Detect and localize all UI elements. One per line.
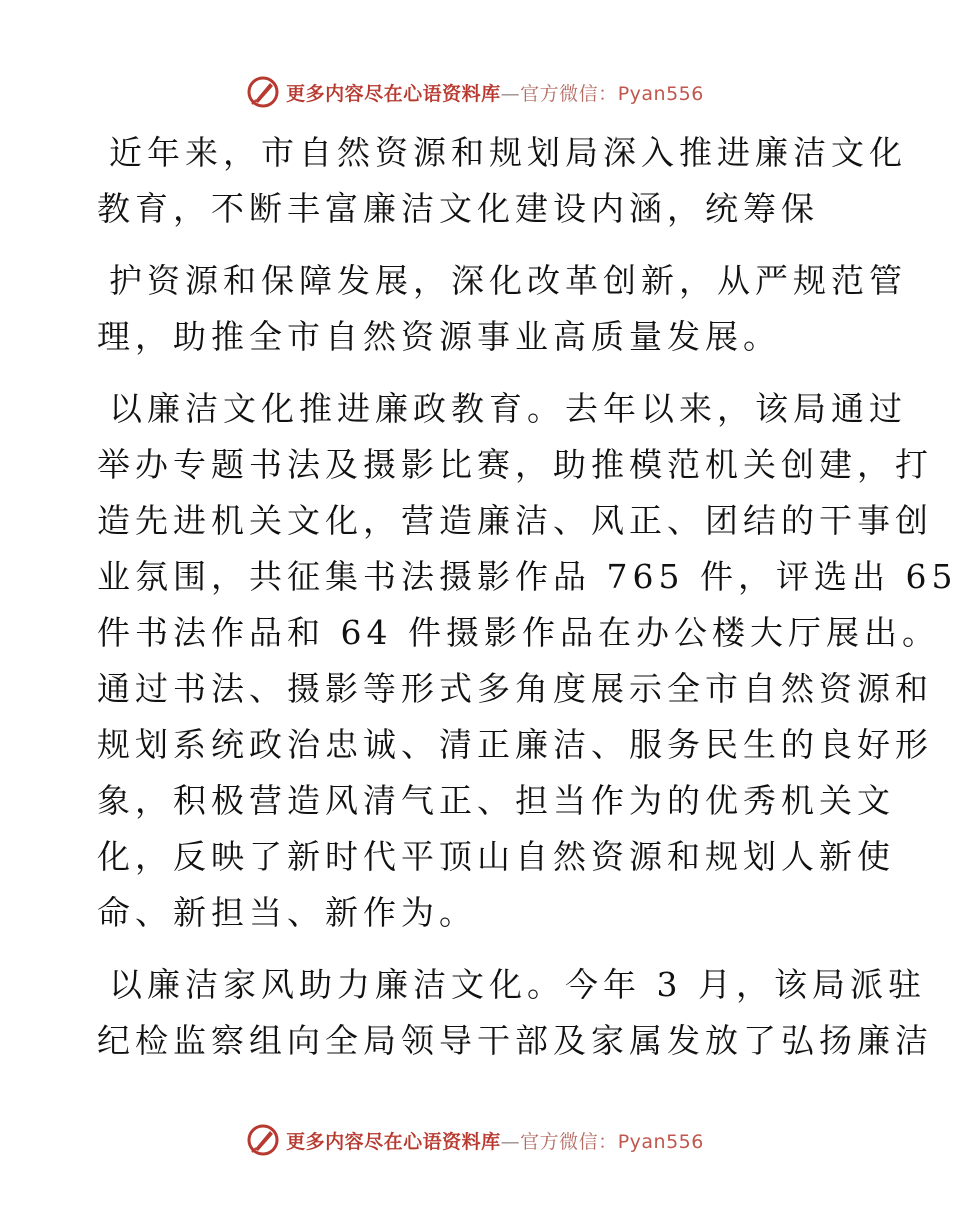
quill-circle-icon [246, 75, 280, 109]
text-line: 象，积极营造风清气正、担当作为的优秀机关文 [97, 781, 895, 820]
quill-circle-icon [246, 1123, 280, 1157]
text-line: 教育，不断丰富廉洁文化建设内涵，统筹保 [97, 189, 819, 228]
text-line: 化，反映了新时代平顶山自然资源和规划人新使 [97, 837, 895, 876]
document-body [97, 125, 957, 1069]
watermark-wechat-id: Pyan556 [617, 1130, 704, 1153]
text-line: 规划系统政治忠诚、清正廉洁、服务民生的良好形 [97, 725, 933, 764]
watermark-separator: — [500, 1130, 521, 1153]
paragraph-4 [97, 957, 933, 1069]
paragraph-1 [97, 125, 907, 237]
text-line: 命、新担当、新作为。 [97, 893, 477, 932]
text-line: 理，助推全市自然资源事业高质量发展。 [97, 317, 781, 356]
text-line: 近年来，市自然资源和规划局深入推进廉洁文化 [109, 133, 907, 172]
text-line: 纪检监察组向全局领导干部及家属发放了弘扬廉洁 [97, 1021, 933, 1060]
watermark-wechat-label: 官方微信： [520, 1130, 618, 1153]
watermark-main-text: 更多内容尽在心语资料库 [286, 82, 501, 105]
watermark-separator: — [500, 82, 521, 105]
text-line: 以廉洁文化推进廉政教育。去年以来，该局通过 [109, 389, 907, 428]
text-line: 以廉洁家风助力廉洁文化。今年 3 月，该局派驻 [109, 965, 926, 1004]
watermark-wechat-label: 官方微信： [520, 82, 618, 105]
watermark-wechat-id: Pyan556 [617, 82, 704, 105]
paragraph-2 [97, 253, 907, 365]
paragraph-3 [97, 381, 957, 941]
text-line: 通过书法、摄影等形式多角度展示全市自然资源和 [97, 669, 933, 708]
watermark-main-text: 更多内容尽在心语资料库 [286, 1130, 501, 1153]
header-watermark [0, 72, 950, 112]
text-line: 举办专题书法及摄影比赛，助推模范机关创建，打 [97, 445, 933, 484]
text-line: 业氛围，共征集书法摄影作品 765 件，评选出 65 [97, 557, 957, 596]
text-line: 件书法作品和 64 件摄影作品在办公楼大厅展出。 [97, 613, 940, 652]
footer-watermark [0, 1120, 950, 1160]
text-line: 护资源和保障发展，深化改革创新，从严规范管 [109, 261, 907, 300]
text-line: 造先进机关文化，营造廉洁、风正、团结的干事创 [97, 501, 933, 540]
